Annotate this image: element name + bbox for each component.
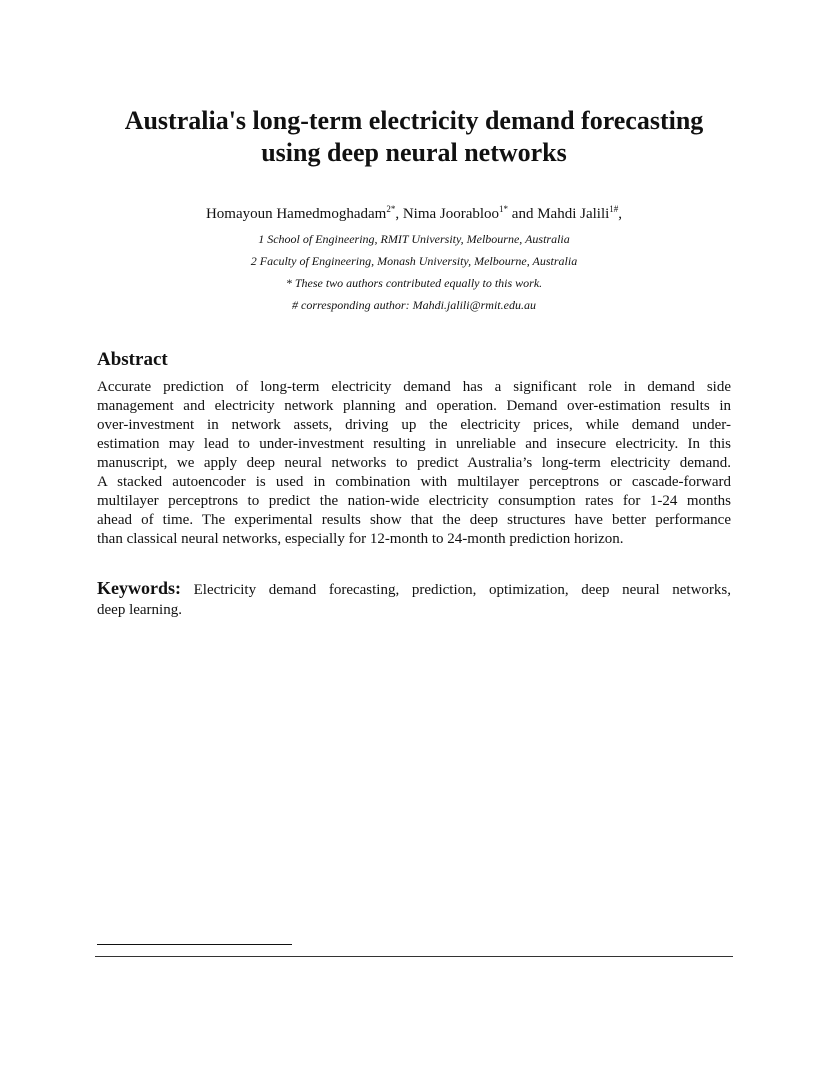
paper-title	[90, 105, 738, 169]
abstract-line: manuscript, we apply deep neural networks to predict Australia’s long-term electricity demand.	[97, 455, 731, 471]
author-name: Mahdi Jalili	[537, 206, 610, 222]
author-separator: ,	[618, 206, 623, 222]
abstract-line: A stacked autoencoder is used in combination with multilayer perceptrons or cascade-forward	[97, 474, 731, 490]
author-affiliation-mark: 1#	[609, 204, 619, 214]
page-footer-rule	[95, 956, 733, 957]
author-separator: and	[508, 206, 538, 222]
abstract-line: ahead of time. The experimental results show that the deep structures have better performance	[97, 512, 731, 528]
abstract-line: than classical neural networks, especially for 12-month to 24-month prediction horizon.	[97, 531, 624, 547]
abstract-heading: Abstract	[97, 349, 168, 370]
keywords-line-2: deep learning.	[97, 602, 182, 618]
keywords-text: Electricity demand forecasting, prediction, optimization, deep neural networks,	[193, 582, 731, 598]
abstract-body	[97, 378, 731, 549]
author-affiliation-mark: 1*	[499, 204, 509, 214]
affiliation-1: 1 School of Engineering, RMIT University, Melbourne, Australia	[258, 232, 570, 246]
abstract-line: over-investment in network assets, driving up the electricity prices, while demand under-	[97, 417, 731, 433]
abstract-line: management and electricity network planning and operation. Demand over-estimation results in	[97, 398, 731, 414]
author-list	[90, 204, 738, 224]
author-name: Nima Joorabloo	[402, 206, 500, 222]
corresponding-author-note: # corresponding author: Mahdi.jalili@rmit.edu.au	[292, 298, 536, 312]
author-affiliation-mark: 2*	[386, 204, 396, 214]
author-name: Homayoun Hamedmoghadam	[205, 206, 387, 222]
title-line-2: using deep neural networks	[261, 138, 567, 167]
keywords-label: Keywords:	[97, 578, 181, 598]
abstract-line: Accurate prediction of long-term electricity demand has a significant role in demand side	[97, 379, 731, 395]
abstract-line: estimation may lead to under-investment resulting in unreliable and insecure electricity. In this	[97, 436, 731, 452]
title-line-1: Australia's long-term electricity demand forecasting	[124, 106, 704, 135]
author-separator: ,	[395, 206, 403, 222]
footnote-separator	[97, 944, 292, 945]
affiliation-2: 2 Faculty of Engineering, Monash University, Melbourne, Australia	[250, 254, 578, 268]
equal-contribution-note: * These two authors contributed equally to this work.	[285, 276, 543, 290]
keywords-line-1	[97, 578, 731, 600]
abstract-line: multilayer perceptrons to predict the nation-wide electricity consumption rates for 1-24 months	[97, 493, 731, 509]
keywords-block	[97, 578, 731, 620]
